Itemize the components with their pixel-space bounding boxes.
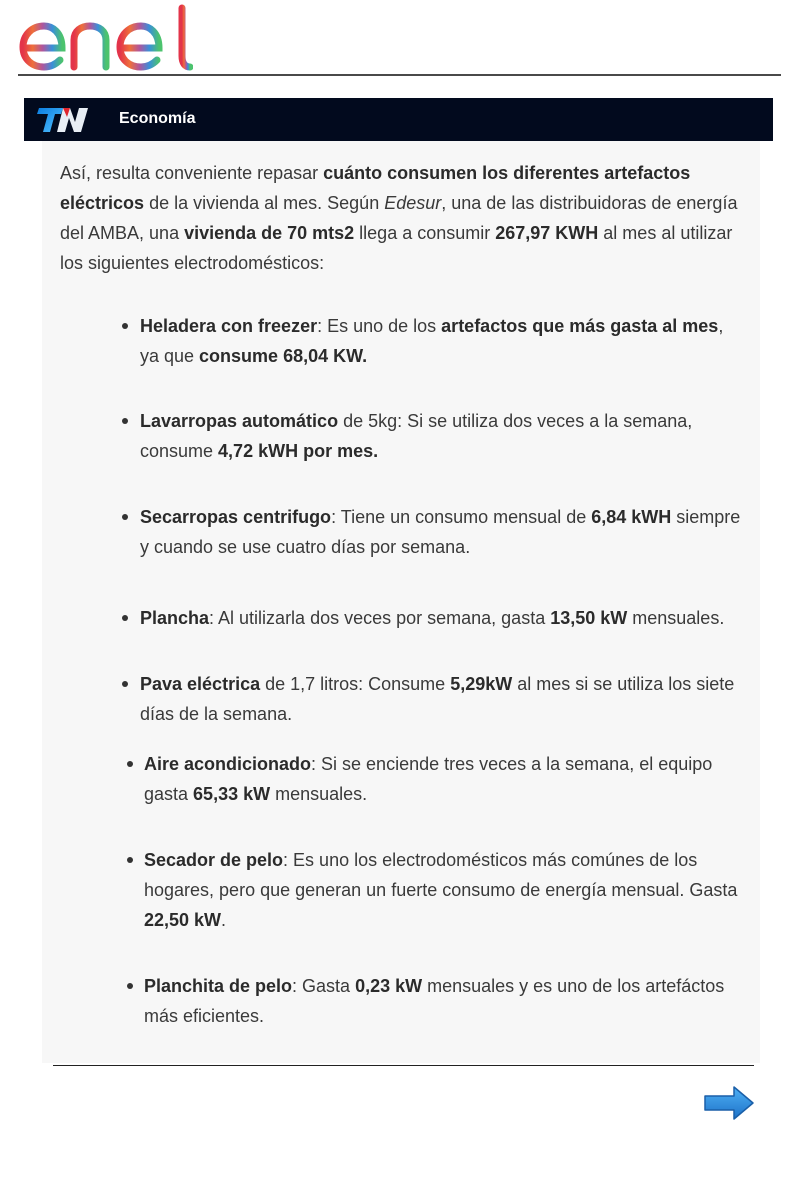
list-item-pava: Pava eléctrica de 1,7 litros: Consume 5,29kW al mes si se utiliza los siete días de la semana. (140, 674, 735, 724)
list-item-lavarropas: Lavarropas automático de 5kg: Si se utiliza dos veces a la semana, consume 4,72 kWH por mes. (140, 411, 693, 461)
bullet-icon (122, 615, 128, 621)
intro-paragraph: Así, resulta conveniente repasar cuánto consumen los diferentes artefactos eléctricos de la vivienda al mes. Según Edesur, una de las distribuidoras de energía del AMBA, una vivienda de 70 mts2 llega a consumir 267,97 KWH al mes al utilizar los siguientes electrodomésticos: (60, 163, 738, 273)
list-item-aire: Aire acondicionado: Si se enciende tres veces a la semana, el equipo gasta 65,33 kW mensuales. (144, 754, 713, 804)
bullet-icon (122, 681, 128, 687)
enel-logo (18, 4, 193, 72)
bullet-icon (127, 983, 133, 989)
list-item-secarropas: Secarropas centrifugo: Tiene un consumo mensual de 6,84 kWH siempre y cuando se use cuatro días por semana. (140, 507, 741, 557)
bullet-icon (127, 857, 133, 863)
list-item-heladera: Heladera con freezer: Es uno de los artefactos que más gasta al mes, ya que consume 68,04 KW. (140, 316, 724, 366)
article-card (42, 141, 760, 1063)
list-item-planchita: Planchita de pelo: Gasta 0,23 kW mensuales y es uno de los artefáctos más eficientes. (144, 976, 725, 1026)
list-item-secador: Secador de pelo: Es uno los electrodomésticos más comúnes de los hogares, pero que generan un fuerte consumo de energía mensual. Gasta 22,50 kW. (144, 850, 738, 930)
section-label[interactable]: Economía (119, 110, 196, 127)
bullet-icon (122, 323, 128, 329)
bullet-icon (127, 761, 133, 767)
header-divider (18, 74, 781, 76)
list-item-plancha: Plancha: Al utilizarla dos veces por semana, gasta 13,50 kW mensuales. (140, 608, 725, 628)
next-arrow-icon[interactable] (702, 1084, 756, 1122)
bullet-icon (122, 418, 128, 424)
tn-logo (36, 106, 90, 134)
footer-divider (53, 1065, 754, 1066)
section-bar (24, 98, 773, 141)
bullet-icon (122, 514, 128, 520)
